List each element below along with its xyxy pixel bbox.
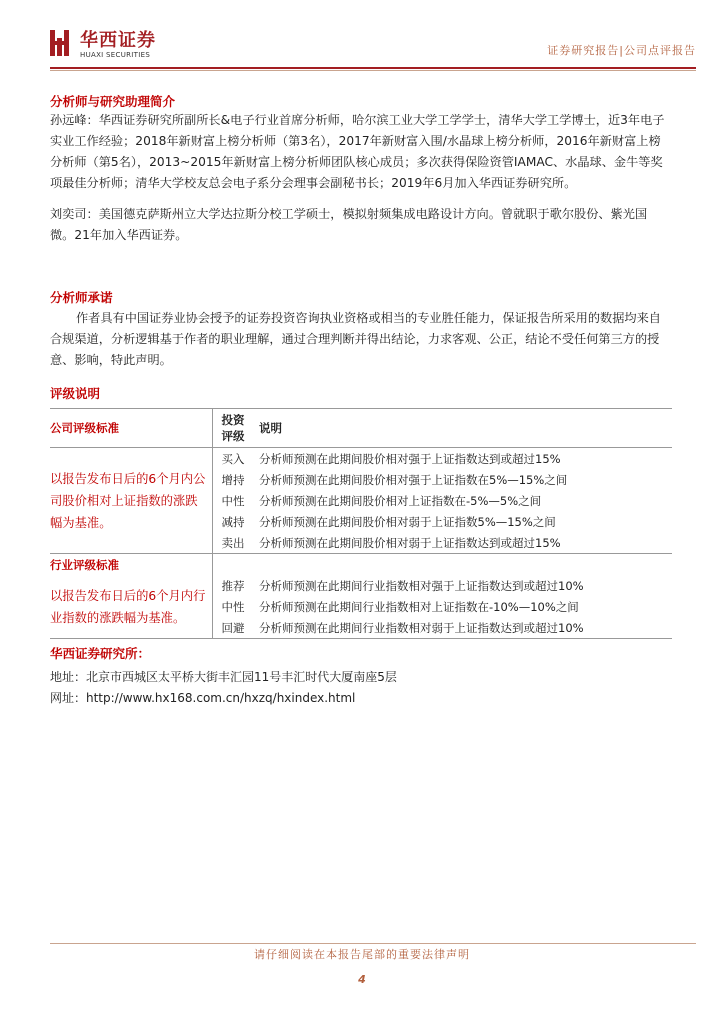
- analyst-intro-title: 分析师与研究助理简介: [50, 94, 176, 109]
- table-row: [50, 575, 672, 596]
- rating-desc: 分析师预测在此期间股价相对强于上证指数在5%—15%之间: [259, 472, 568, 487]
- col-rating-header-2: 评级: [221, 429, 245, 443]
- rating-table: [50, 408, 672, 639]
- header-divider: [50, 67, 696, 69]
- rating-value: 中性: [221, 599, 245, 614]
- industry-header-row: [50, 554, 672, 576]
- rating-value: 回避: [213, 617, 254, 639]
- footer-notice: 请仔细阅读在本报告尾部的重要法律声明: [254, 948, 470, 961]
- col-rating-header-1: 投资: [213, 409, 254, 429]
- rating-value: 减持: [221, 514, 245, 529]
- analyst-sun-bio: 孙远峰：华西证券研究所副所长&电子行业首席分析师，哈尔滨工业大学工学学士，清华大学工学博士，近3年电子实业工作经验；2018年新财富上榜分析师（第3名），2017年新财富入围/水晶球上榜分析师，2016年新财富上榜分析师（第5名），2013~2015年新财富上榜分析师团队核心成员；多次获得保险资管IAMAC、水晶球、金牛等奖项最佳分析师；清华大学校友总会电子系分会理事会副秘书长；2019年6月加入华西证券研究所。: [50, 113, 665, 190]
- col-desc-header: 说明: [253, 409, 672, 448]
- company-logo: [50, 28, 190, 64]
- rating-value: 买入: [213, 448, 254, 470]
- rating-desc: 分析师预测在此期间股价相对弱于上证指数达到或超过15%: [259, 535, 561, 550]
- rating-desc: 分析师预测在此期间行业指数相对弱于上证指数达到或超过10%: [253, 617, 672, 639]
- footer-divider: [50, 943, 696, 944]
- institute-title: 华西证券研究所：: [50, 646, 151, 661]
- analyst-liu-bio: 刘奕司：美国德克萨斯州立大学达拉斯分校工学硕士，模拟射频集成电路设计方向。曾就职于歌尔股份、紫光国微。21年加入华西证券。: [50, 207, 648, 242]
- report-type: 证券研究报告|公司点评报告: [547, 44, 696, 57]
- commitment-text: 作者具有中国证券业协会授予的证券投资咨询执业资格或相当的专业胜任能力，保证报告所采用的数据均来自合规渠道，分析逻辑基于作者的职业理解，通过合理判断并得出结论，力求客观、公正，结论不受任何第三方的授意、影响，特此声明。: [50, 311, 661, 367]
- company-rating-label: 公司评级标准: [50, 409, 213, 448]
- rating-desc: 分析师预测在此期间股价相对强于上证指数达到或超过15%: [253, 448, 672, 470]
- rating-title: 评级说明: [50, 386, 101, 401]
- rating-value: 推荐: [221, 578, 245, 593]
- table-row: [50, 448, 672, 470]
- huaxi-logo-icon: [50, 28, 72, 58]
- institute-website[interactable]: 网址：http://www.hx168.com.cn/hxzq/hxindex.html: [50, 691, 356, 705]
- rating-desc: 分析师预测在此期间股价相对弱于上证指数5%—15%之间: [259, 514, 556, 529]
- rating-desc: 分析师预测在此期间行业指数相对上证指数在-10%—10%之间: [259, 599, 579, 614]
- logo-chinese-name: 华西证券: [80, 30, 156, 51]
- rating-value: 卖出: [221, 535, 245, 550]
- rating-desc: 分析师预测在此期间行业指数相对强于上证指数达到或超过10%: [259, 578, 584, 593]
- rating-value: 增持: [221, 472, 245, 487]
- company-rating-basis: 以报告发布日后的6个月内公司股价相对上证指数的涨跌幅为基准。: [50, 448, 213, 554]
- page-number: 4: [358, 973, 366, 986]
- rating-desc: 分析师预测在此期间股价相对上证指数在-5%—5%之间: [259, 493, 542, 508]
- industry-rating-label: 行业评级标准: [50, 554, 213, 576]
- industry-rating-basis: 以报告发布日后的6个月内行业指数的涨跌幅为基准。: [50, 575, 213, 639]
- commitment-title: 分析师承诺: [50, 290, 113, 305]
- rating-header-row: [50, 409, 672, 429]
- analyst-intro-body: [50, 110, 670, 246]
- rating-value: 中性: [221, 493, 245, 508]
- commitment-body: [50, 308, 670, 371]
- logo-english-name: HUAXI SECURITIES: [80, 51, 151, 59]
- header-divider-thin: [50, 70, 696, 71]
- institute-address: 地址：北京市西城区太平桥大街丰汇园11号丰汇时代大厦南座5层: [50, 670, 397, 684]
